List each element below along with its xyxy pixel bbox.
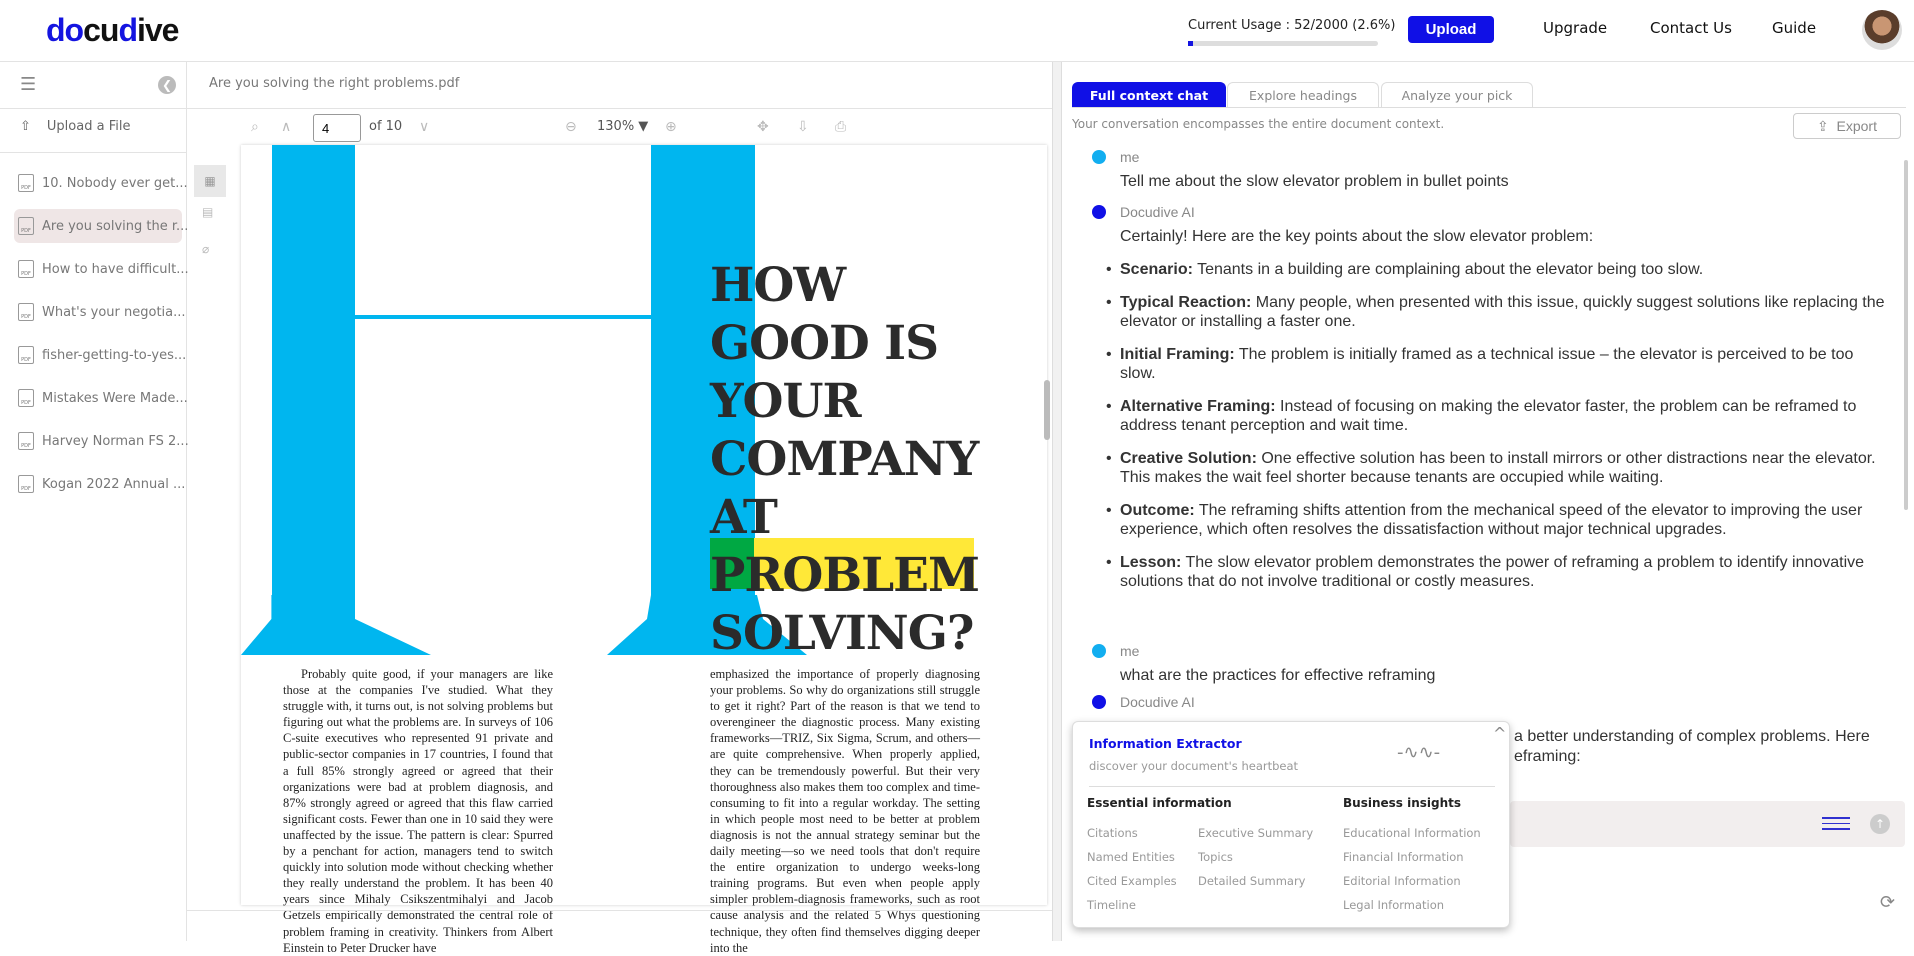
- panel-resize-handle[interactable]: [1052, 62, 1062, 941]
- sidebar-file-item[interactable]: [14, 166, 188, 200]
- zoom-out-icon[interactable]: ⊖: [565, 119, 577, 135]
- sidebar-file-item[interactable]: [14, 295, 186, 329]
- message-author: Docudive AI: [1092, 693, 1887, 711]
- user-message: what are the practices for effective reframing: [1120, 667, 1436, 684]
- nav-guide[interactable]: Guide: [1772, 19, 1817, 37]
- extractor-option[interactable]: Educational Information: [1343, 826, 1481, 840]
- extractor-option[interactable]: Executive Summary: [1198, 826, 1314, 840]
- usage-progress-bar: [1188, 41, 1378, 46]
- sidebar-file-item[interactable]: [14, 467, 186, 501]
- user-message: Tell me about the slow elevator problem in bullet points: [1120, 173, 1509, 190]
- extractor-option[interactable]: Editorial Information: [1343, 874, 1461, 888]
- export-label: Export: [1836, 117, 1877, 134]
- file-name: Mistakes Were Made...: [42, 390, 188, 406]
- nav-upgrade[interactable]: Upgrade: [1543, 19, 1608, 37]
- thumbnails-icon[interactable]: ▦: [194, 165, 226, 197]
- pdf-file-icon: PDF: [18, 389, 34, 407]
- tab-explore-headings[interactable]: Explore headings: [1227, 82, 1379, 107]
- pdf-file-icon: PDF: [18, 174, 34, 192]
- collapse-sidebar-icon[interactable]: ❮: [158, 76, 176, 94]
- usage-label: Current Usage : 52/2000 (2.6%): [1188, 18, 1396, 33]
- ai-bullet-list: [1120, 260, 1887, 591]
- previous-page-icon[interactable]: ∧: [281, 119, 292, 135]
- pdf-file-icon: PDF: [18, 432, 34, 450]
- user-dot-icon: [1092, 150, 1106, 164]
- tab-analyze-your-pick[interactable]: Analyze your pick: [1381, 82, 1533, 107]
- business-insights-heading: Business insights: [1343, 796, 1462, 810]
- top-header: [0, 0, 1914, 62]
- chat-panel: [1062, 62, 1914, 941]
- file-name: What's your negotia...: [42, 304, 186, 320]
- next-page-icon[interactable]: ∨: [419, 119, 430, 135]
- refresh-icon[interactable]: ⟳: [1880, 892, 1896, 913]
- tab-full-context-chat[interactable]: Full context chat: [1072, 82, 1226, 107]
- ai-message-partial: a better understanding of complex problems. Here eframing:: [1514, 728, 1870, 765]
- upload-button[interactable]: Upload: [1408, 16, 1494, 43]
- heartbeat-icon: -∿∿-: [1397, 742, 1441, 763]
- send-icon[interactable]: ↑: [1870, 814, 1890, 834]
- bullet-item: • Initial Framing: The problem is initially framed as a technical issue – the elevator is perceived to be too slow.: [1120, 345, 1887, 383]
- user-dot-icon: [1092, 644, 1106, 658]
- export-button[interactable]: [1793, 113, 1901, 139]
- extractor-option[interactable]: Timeline: [1087, 898, 1136, 912]
- zoom-select[interactable]: 130% ▼: [597, 119, 649, 134]
- attachment-icon[interactable]: ⌀: [202, 242, 210, 256]
- sidebar-file-item[interactable]: [14, 424, 189, 458]
- upload-icon: ⇧: [20, 119, 31, 134]
- upload-file-label: Upload a File: [46, 119, 131, 134]
- user-avatar[interactable]: [1862, 10, 1902, 50]
- share-icon: ⇪: [1817, 117, 1829, 134]
- chat-input[interactable]: [1510, 801, 1905, 847]
- ai-dot-icon: [1092, 695, 1106, 709]
- file-name: fisher-getting-to-yes...: [42, 347, 187, 363]
- extractor-option[interactable]: Named Entities: [1087, 850, 1175, 864]
- pan-icon[interactable]: ✥: [757, 119, 769, 135]
- print-icon[interactable]: ⎙: [835, 119, 847, 135]
- pdf-file-icon: PDF: [18, 260, 34, 278]
- file-name: 10. Nobody ever get...: [42, 175, 188, 191]
- extractor-option[interactable]: Citations: [1087, 826, 1138, 840]
- bullet-item: • Creative Solution: One effective solution has been to install mirrors or other distractions near the elevator. This makes the wait feel shorter because tenants are occupied while waiting.: [1120, 449, 1887, 487]
- collapse-chevron-icon[interactable]: ^: [1493, 724, 1507, 743]
- hamburger-menu-icon[interactable]: ☰: [20, 74, 37, 95]
- message-list-latest: [1092, 642, 1887, 711]
- pdf-file-icon: PDF: [18, 475, 34, 493]
- file-name: How to have difficult...: [42, 261, 189, 277]
- page-number-input[interactable]: [313, 114, 361, 142]
- essential-information-heading: Essential information: [1087, 796, 1232, 810]
- file-sidebar: [0, 62, 187, 941]
- ai-message-intro: Certainly! Here are the key points about the slow elevator problem:: [1120, 228, 1594, 245]
- extractor-option[interactable]: Cited Examples: [1087, 874, 1177, 888]
- docudive-logo[interactable]: docudive: [46, 12, 179, 48]
- extractor-subtitle: discover your document's heartbeat: [1089, 759, 1299, 773]
- crossbar: [355, 315, 651, 319]
- pdf-file-icon: PDF: [18, 303, 34, 321]
- zoom-in-icon[interactable]: ⊕: [665, 119, 677, 135]
- search-icon[interactable]: ⌕: [251, 119, 259, 135]
- upload-file-button[interactable]: [20, 119, 130, 134]
- ai-dot-icon: [1092, 205, 1106, 219]
- article-column-2: emphasized the importance of properly diagnosing your problems. So why do organizations still struggle to get it right? Part of the reason is that we tend to overengineer the diagnostic process. Many existing frameworks—TRIZ, Six Sigma, Scrum, and others—are quite comprehensive. When properly applied, they can be tremendously powerful. But their very thoroughness also makes them too complex and time-consuming to fit into a regular workday. The setting in which people most need to be better at problem diagnosis is not the annual strategy seminar but the daily meeting—so we need tools that don't require the entire organization to undergo weeks-long training programs. But even when people apply simpler problem-diagnosis frameworks, such as root cause analysis and the related 5 Whys questioning technique, they often find themselves digging deeper into the: [710, 667, 980, 955]
- extractor-option[interactable]: Detailed Summary: [1198, 874, 1306, 888]
- bullet-item: • Typical Reaction: Many people, when presented with this issue, quickly suggest solutions like replacing the elevator or installing a faster one.: [1120, 293, 1887, 331]
- nav-contact-us[interactable]: Contact Us: [1650, 19, 1732, 37]
- pdf-file-icon: PDF: [18, 346, 34, 364]
- download-icon[interactable]: ⇩: [797, 119, 809, 135]
- file-name: Kogan 2022 Annual ...: [42, 476, 186, 492]
- extractor-title: Information Extractor: [1089, 736, 1242, 751]
- extractor-option[interactable]: Financial Information: [1343, 850, 1464, 864]
- outline-icon[interactable]: ▤: [202, 205, 214, 219]
- pdf-page: [241, 145, 1047, 955]
- file-name: Are you solving the r...: [42, 218, 189, 234]
- message-list: [1092, 148, 1887, 591]
- pdf-toolbar: [187, 108, 1052, 145]
- sidebar-file-item[interactable]: [14, 338, 187, 372]
- information-extractor-popup: [1072, 721, 1510, 928]
- sidebar-file-item[interactable]: [14, 381, 188, 415]
- pdf-viewer: [187, 62, 1052, 955]
- pdf-file-icon: PDF: [18, 217, 34, 235]
- bullet-item: • Lesson: The slow elevator problem demonstrates the power of reframing a problem to identify innovative solutions that do not involve traditional or costly measures.: [1120, 553, 1887, 591]
- sidebar-file-item[interactable]: [14, 209, 189, 243]
- chat-context-note: Your conversation encompasses the entire document context.: [1072, 117, 1445, 131]
- message-author: me: [1092, 642, 1887, 660]
- left-serif: [241, 595, 431, 655]
- extractor-option[interactable]: Legal Information: [1343, 898, 1445, 912]
- bullet-item: • Outcome: The reframing shifts attention from the mechanical speed of the elevator to improving the user experience, which often resolves the dissatisfaction without major technical upgrades.: [1120, 501, 1887, 539]
- bullet-item: • Scenario: Tenants in a building are complaining about the elevator being too slow.: [1120, 260, 1887, 279]
- chat-scrollbar[interactable]: [1904, 160, 1908, 510]
- letter-h-left-stem: [272, 145, 355, 655]
- page-count: of 10: [369, 119, 403, 134]
- file-name: Harvey Norman FS 2...: [42, 433, 189, 449]
- message-author: Docudive AI: [1092, 203, 1887, 221]
- message-author: me: [1092, 148, 1887, 166]
- bullet-item: • Alternative Framing: Instead of focusing on making the elevator faster, the problem can be reframed to address tenant perception and wait time.: [1120, 397, 1887, 435]
- pdf-scrollbar[interactable]: [1044, 380, 1050, 440]
- article-headline: HOW GOOD IS YOUR COMPANY AT PROBLEM SOLVING?: [710, 258, 979, 661]
- sidebar-file-item[interactable]: [14, 252, 189, 286]
- options-icon[interactable]: [1822, 817, 1850, 830]
- article-column-1: Probably quite good, if your managers are like those at the companies I've studied. What they struggle with, it turns out, is not solving problems but figuring out what the problems are. In surveys of 106 C-suite executives who represented 91 private and public-sector companies in 17 countries, I found that a full 85% strongly agreed or agreed that their organizations were bad at problem diagnosis, and 87% strongly agreed or agreed that this flaw carried significant costs. Fewer than one in 10 said they were unaffected by the issue. The pattern is clear: Spurred by a penchant for action, managers tend to switch quickly into solution mode without checking whether they really understand the problem. It has been 40 years since Mihaly Csikszentmihalyi and Jacob Getzels empirically demonstrated the central role of problem framing in creativity. Thinkers from Albert Einstein to Peter Drucker have: [283, 667, 553, 955]
- usage-progress-fill: [1188, 41, 1193, 46]
- pdf-filename: Are you solving the right problems.pdf: [209, 76, 460, 91]
- extractor-option[interactable]: Topics: [1198, 850, 1233, 864]
